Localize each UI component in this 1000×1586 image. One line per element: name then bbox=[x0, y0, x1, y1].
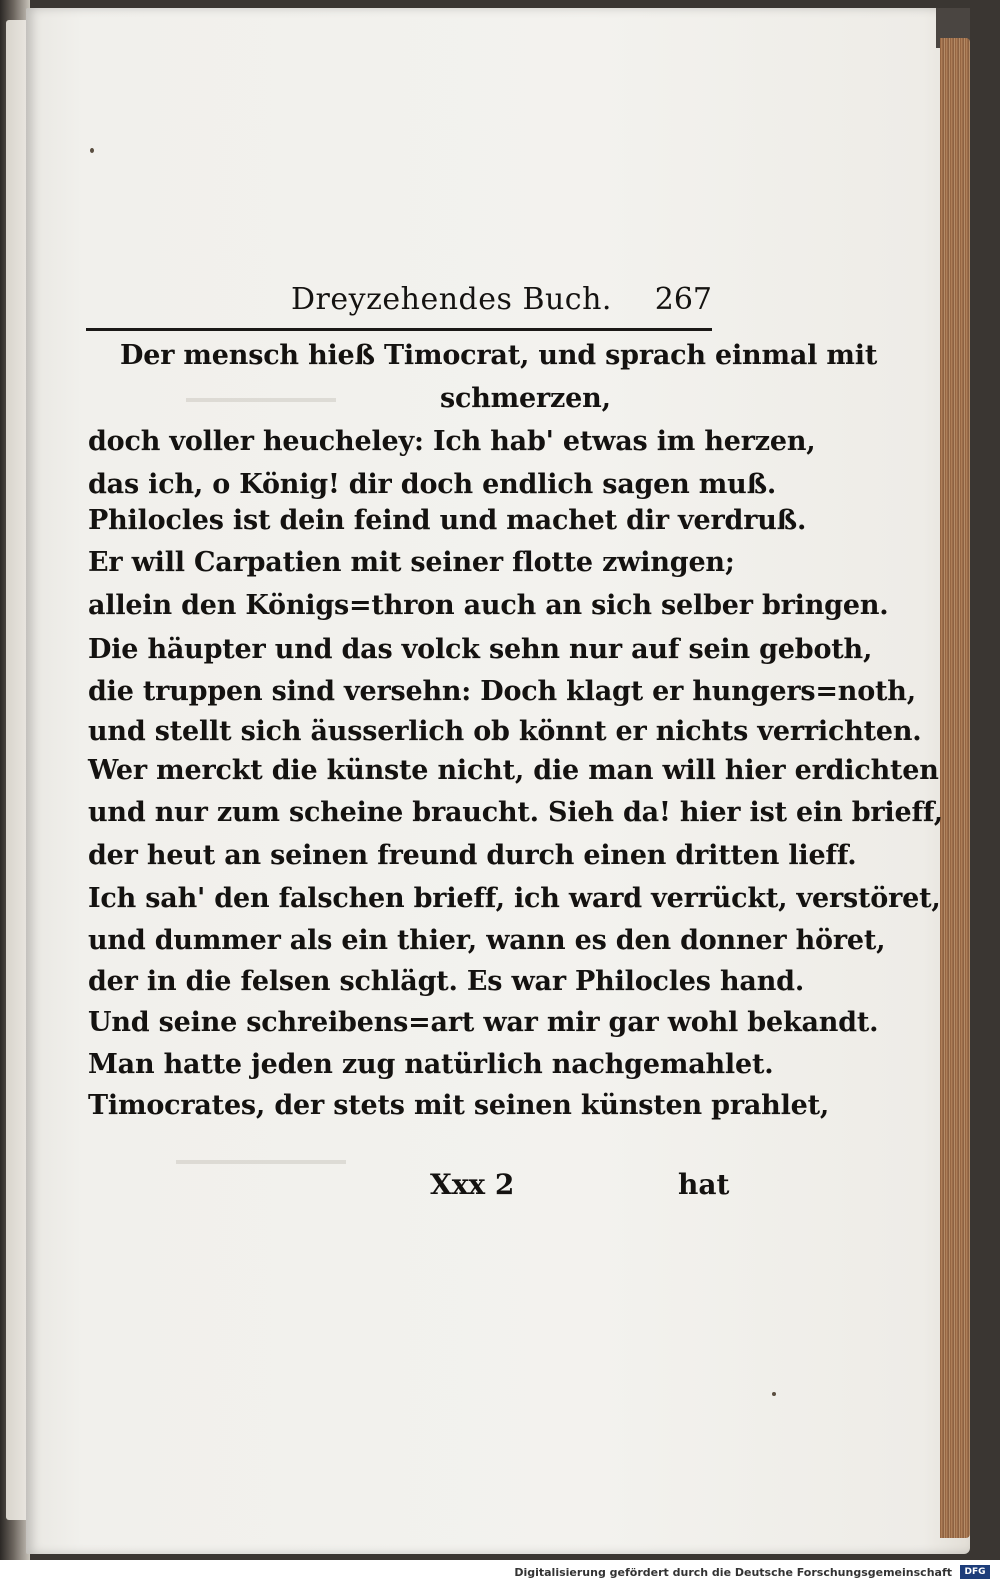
bleed-through-mark bbox=[186, 398, 336, 402]
page-header bbox=[86, 282, 718, 328]
verse-line: doch voller heucheley: Ich hab' etwas im herzen, bbox=[88, 426, 816, 457]
verse-line: der heut an seinen freund durch einen dritten lieff. bbox=[88, 840, 857, 871]
verse-line: die truppen sind versehn: Doch klagt er hungers=noth, bbox=[88, 676, 916, 707]
verse-line: der in die felsen schlägt. Es war Philocles hand. bbox=[88, 966, 805, 997]
digitization-credit: Digitalisierung gefördert durch die Deutsche Forschungsgemeinschaft bbox=[514, 1566, 952, 1579]
signature-mark: Xxx 2 bbox=[430, 1168, 515, 1201]
verse-line: Timocrates, der stets mit seinen künsten prahlet, bbox=[88, 1090, 830, 1121]
ink-speck bbox=[90, 148, 94, 153]
running-title: Dreyzehendes Buch. bbox=[291, 282, 612, 317]
bleed-through-mark bbox=[176, 1160, 346, 1164]
verse-line: Die häupter und das volck sehn nur auf sein geboth, bbox=[88, 634, 873, 665]
verse-line: Wer merckt die künste nicht, die man will hier erdichten bbox=[88, 755, 939, 786]
catchword: hat bbox=[678, 1168, 730, 1201]
verse-line: schmerzen, bbox=[440, 383, 611, 414]
verse-line: Und seine schreibens=art war mir gar wohl bekandt. bbox=[88, 1007, 879, 1038]
verse-line: das ich, o König! dir doch endlich sagen muß. bbox=[88, 469, 777, 500]
page-number: 267 bbox=[654, 282, 712, 317]
header-rule bbox=[86, 328, 712, 331]
verse-line: und dummer als ein thier, wann es den donner höret, bbox=[88, 925, 886, 956]
verse-line: Man hatte jeden zug natürlich nachgemahlet. bbox=[88, 1049, 774, 1080]
verse-line: Der mensch hieß Timocrat, und sprach einmal mit bbox=[120, 340, 878, 371]
verse-line: Ich sah' den falschen brieff, ich ward verrückt, verstöret, bbox=[88, 883, 941, 914]
verse-line: Philocles ist dein feind und machet dir verdruß. bbox=[88, 505, 807, 536]
ink-speck bbox=[772, 1392, 776, 1396]
verse-line: und stellt sich äusserlich ob könnt er nichts verrichten. bbox=[88, 716, 922, 747]
verse-line: und nur zum scheine braucht. Sieh da! hier ist ein brieff, bbox=[88, 797, 943, 828]
dfg-logo: DFG bbox=[960, 1565, 990, 1579]
verse-line: allein den Königs=thron auch an sich selber bringen. bbox=[88, 590, 889, 621]
verse-line: Er will Carpatien mit seiner flotte zwingen; bbox=[88, 547, 735, 578]
page-block-edges bbox=[940, 38, 970, 1538]
